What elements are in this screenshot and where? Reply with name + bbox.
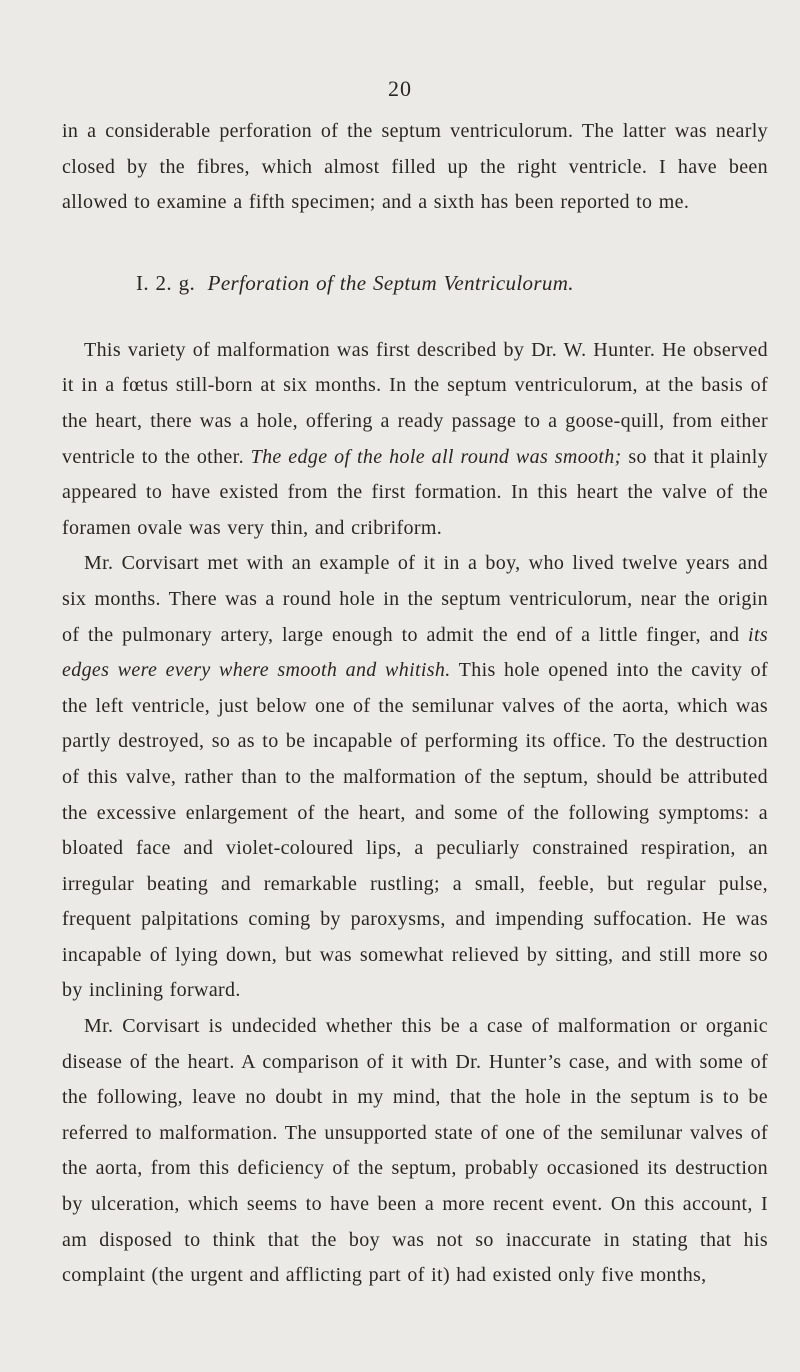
paragraph-corvisart-part-b: This hole opened into the cavity of the left ventricle, just below one of the semilunar valves of the aorta, which was partly destroyed, so as to be incapable of performing its office. To the destruction of this valve, rather than to the malformation of the septum, should be attributed the excessive enlargement of the heart, and some of the following symptoms: a bloated face and violet-coloured lips, a peculiarly constrained respiration, an irregular beating and remarkable rustling; a small, feeble, but regular pulse, frequent palpitations coming by paroxysms, and impending suffocation. He was incapable of lying down, but was somewhat relieved by sitting, and still more so by inclining forward. [62,659,768,1002]
section-heading-marker: I. 2. g. [136,270,196,295]
paragraph-hunter-part-b: so that it plainly appeared to have existed from the first formation. In this heart the valve of the foramen ovale was very thin, and cribriform. [62,445,769,539]
page-content [62,114,768,1294]
paragraph-corvisart-case [62,546,768,1009]
paragraph-corvisart-part-a: Mr. Corvisart met with an example of it in a boy, who lived twelve years and six months. There was a round hole in the septum ventriculorum, near the origin of the pulmonary artery, large enough to admit the end of a little finger, and [62,552,768,646]
paragraph-hunter-part-a: This variety of malformation was first described by Dr. W. Hunter. He observed it in a fœtus still-born at six months. In the septum ventriculorum, at the basis of the heart, there was a hole, offering a ready passage to a goose-quill, from either ventricle to the other. [62,338,768,468]
paragraph-continuation: in a considerable perforation of the septum ventriculorum. The latter was nearly closed by the fibres, which almost filled up the right ventricle. I have been allowed to examine a fifth specimen; and a sixth has been reported to me. [62,120,768,214]
paragraph-hunter [62,333,768,547]
paragraph-hunter-italic: The edge of the hole all round was smooth; [250,445,622,468]
section-heading [62,267,768,299]
paragraph-corvisart-discussion: Mr. Corvisart is undecided whether this be a case of malformation or organic disease of the heart. A comparison of it with Dr. Hunter’s case, and with some of the following, leave no doubt in my mind, that the hole in the septum is to be referred to malformation. The unsupported state of one of the semilunar valves of the aorta, from this deficiency of the septum, probably occasioned its destruction by ulceration, which seems to have been a more recent event. On this account, I am disposed to think that the boy was not so inaccurate in stating that his complaint (the urgent and afflicting part of it) had existed only five months, [62,1015,768,1287]
page-number: 20 [388,76,412,101]
paragraph-corvisart-italic: its edges were every where smooth and whitish. [62,623,768,682]
section-heading-title: Perforation of the Septum Ventriculorum. [207,270,574,295]
